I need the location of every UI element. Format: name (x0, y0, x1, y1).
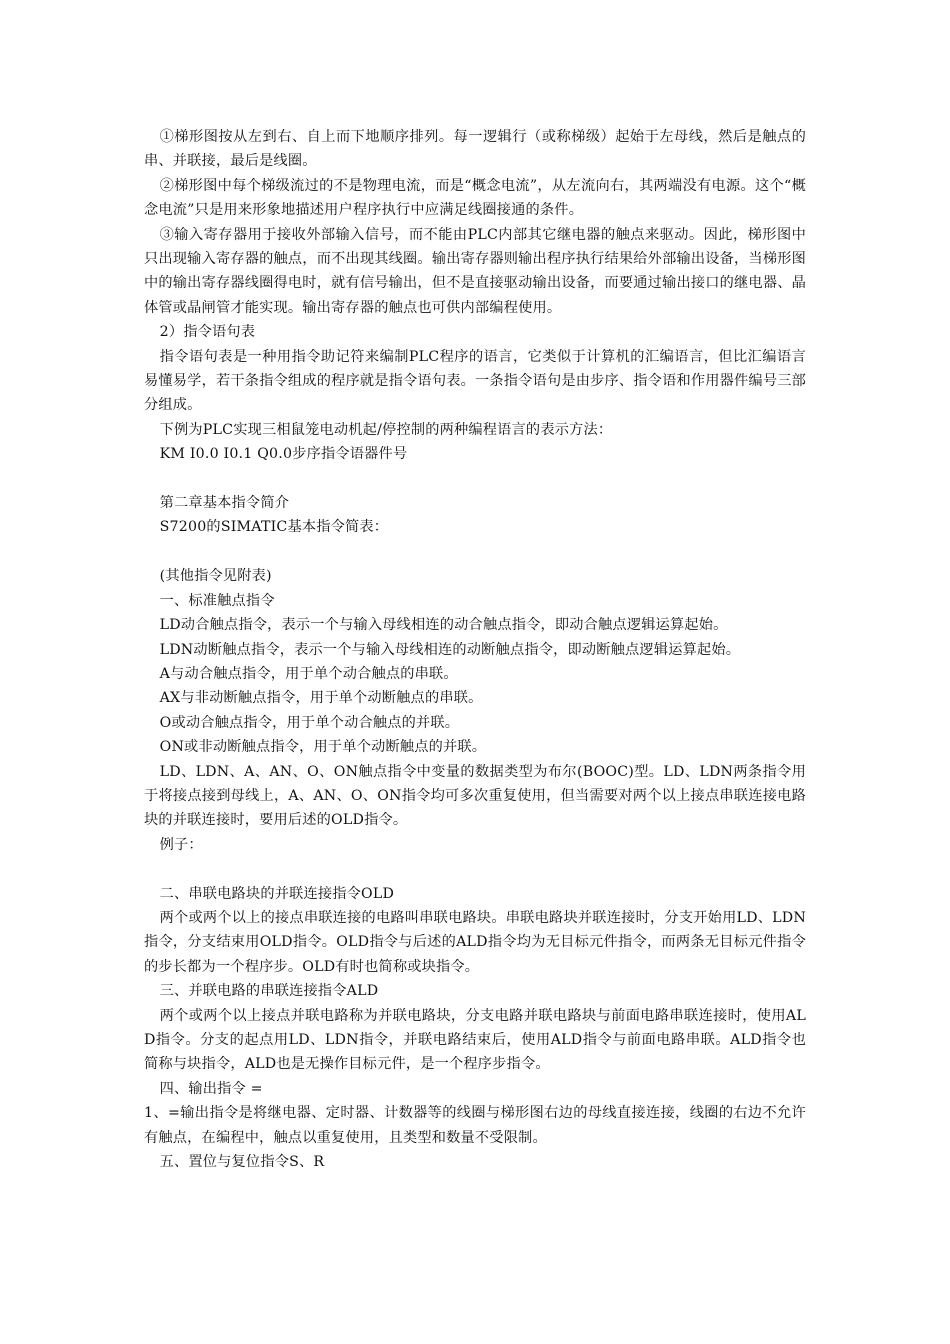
paragraph: 三、并联电路的串联连接指令ALD (159, 983, 379, 1000)
paragraph: 二、串联电路块的并联连接指令OLD (159, 885, 395, 902)
paragraph: 两个或两个以上的接点串联连接的电路叫串联电路块。串联电路块并联连接时，分支开始用LD、LDN指令，分支结束用OLD指令。OLD指令与后述的ALD指令均为无目标元件指令，而两条无目标元件指令的步长都为一个程序步。OLD有时也简称或块指令。 (144, 909, 806, 975)
blank-line (144, 540, 806, 564)
paragraph: 四、输出指令 = (159, 1080, 263, 1097)
blank-line (144, 857, 806, 881)
paragraph: 例子： (159, 836, 203, 853)
paragraph: 指令语句表是一种用指令助记符来编制PLC程序的语言，它类似于计算机的汇编语言，但比汇编语言易懂易学，若干条指令组成的程序就是指令语句表。一条指令语句是由步序、指令语和作用器件编号三部分组成。 (144, 348, 806, 414)
blank-line (144, 467, 806, 491)
paragraph: 下例为PLC实现三相鼠笼电动机起/停控制的两种编程语言的表示方法： (159, 421, 613, 438)
paragraph: LD、LDN、A、AN、O、ON触点指令中变量的数据类型为布尔(BOOC)型。LD、LDN两条指令用于将接点接到母线上，A、AN、O、ON指令均可多次重复使用，但当需要对两个以上接点串联连接电路块的并联连接时，要用后述的OLD指令。 (144, 763, 806, 829)
paragraph: ①梯形图按从左到右、自上而下地顺序排列。每一逻辑行（或称梯级）起始于左母线，然后是触点的串、并联接，最后是线圈。 (144, 129, 806, 170)
paragraph: KM I0.0 I0.1 Q0.0步序指令语器件号 (159, 446, 408, 463)
paragraph: ②梯形图中每个梯级流过的不是物理电流，而是“概念电流”，从左流向右，其两端没有电源。这个“概念电流”只是用来形象地描述用户程序执行中应满足线圈接通的条件。 (144, 177, 806, 219)
paragraph: 2）指令语句表 (159, 324, 256, 341)
paragraph: A与动合触点指令，用于单个动合触点的串联。 (159, 665, 458, 682)
paragraph: ③输入寄存器用于接收外部输入信号，而不能由PLC内部其它继电器的触点来驱动。因此，梯形图中只出现输入寄存器的触点，而不出现其线圈。输出寄存器则输出程序执行结果给外部输出设备，当梯形图中的输出寄存器线圈得电时，就有信号输出，但不是直接驱动输出设备，而要通过输出接口的继电器、晶体管或晶闸管才能实现。输出寄存器的触点也可供内部编程使用。 (144, 226, 806, 316)
paragraph: 两个或两个以上接点并联电路称为并联电路块，分支电路并联电路块与前面电路串联连接时，使用ALD指令。分支的起点用LD、LDN指令，并联电路结束后，使用ALD指令与前面电路串联。ALD指令也简称与块指令，ALD也是无操作目标元件，是一个程序步指令。 (144, 1007, 806, 1073)
paragraph: S7200的SIMATIC基本指令简表： (159, 519, 389, 536)
paragraph: 1、=输出指令是将继电器、定时器、计数器等的线圈与梯形图右边的母线直接连接，线圈的右边不允许有触点，在编程中，触点以重复使用，且类型和数量不受限制。 (144, 1105, 806, 1146)
paragraph: 五、置位与复位指令S、R (159, 1154, 325, 1171)
paragraph: AX与非动断触点指令，用于单个动断触点的串联。 (159, 690, 483, 707)
paragraph: O或动合触点指令，用于单个动合触点的并联。 (159, 714, 460, 731)
paragraph: 第二章基本指令简介 (159, 495, 290, 512)
paragraph: (其他指令见附表) (159, 568, 272, 585)
paragraph: LDN动断触点指令，表示一个与输入母线相连的动断触点指令，即动断触点逻辑运算起始。 (159, 641, 741, 658)
paragraph: LD动合触点指令，表示一个与输入母线相连的动合触点指令，即动合触点逻辑运算起始。 (159, 617, 728, 634)
paragraph: ON或非动断触点指令，用于单个动断触点的并联。 (159, 739, 487, 756)
paragraph: 一、标准触点指令 (159, 592, 275, 609)
document-body (144, 125, 806, 1174)
